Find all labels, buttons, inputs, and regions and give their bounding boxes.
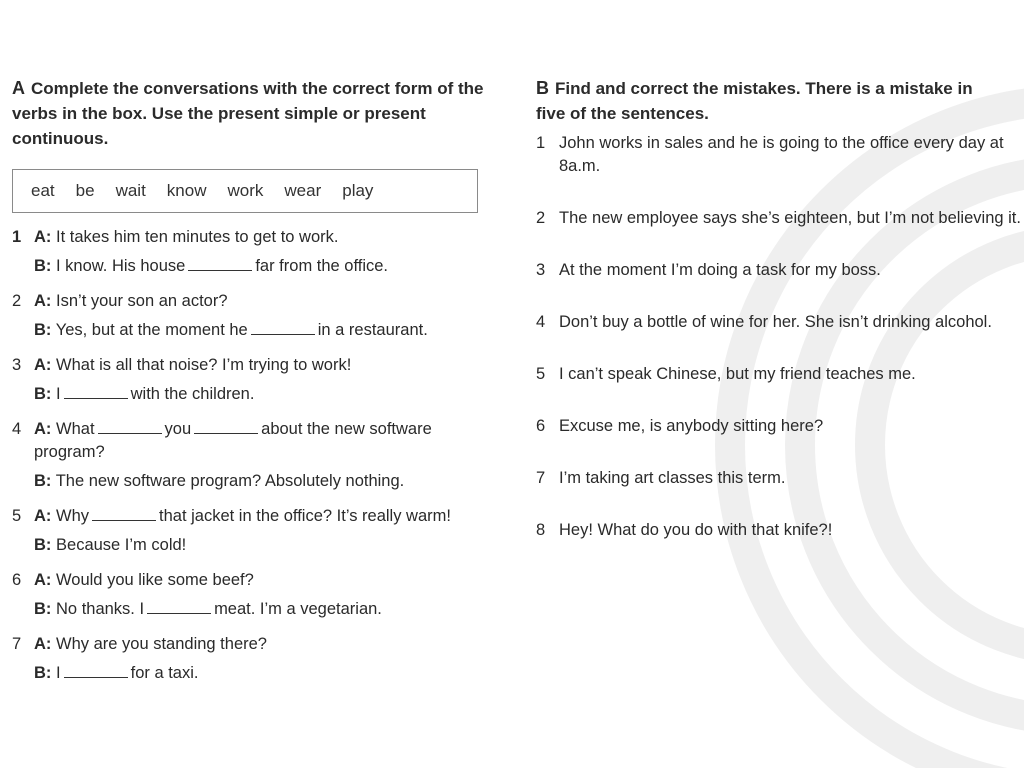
answer-blank[interactable] [194, 418, 258, 434]
text: far from the office. [255, 257, 389, 275]
conversation-1 [12, 226, 502, 278]
line-b [12, 534, 502, 557]
answer-blank[interactable] [98, 418, 162, 434]
line-b [12, 598, 502, 621]
sentence-4 [536, 311, 1021, 334]
speaker-a: A: [34, 356, 52, 374]
line-a [12, 418, 502, 464]
speaker-b: B: [34, 664, 52, 682]
item-number: 4 [536, 313, 546, 331]
answer-blank[interactable] [251, 319, 315, 335]
sentence-text: Don’t buy a bottle of wine for her. She isn’t drinking alcohol. [559, 313, 992, 331]
item-number: 7 [536, 469, 546, 487]
section-b-instruction-line2: five of the sentences. [536, 104, 709, 123]
section-a-letter: A [12, 78, 25, 98]
sentence-2 [536, 207, 1021, 230]
text: you [164, 420, 192, 438]
item-number: 1 [12, 228, 22, 246]
text: about the new software [261, 420, 432, 438]
line-b [12, 383, 502, 406]
text: program? [34, 443, 105, 461]
sentence-text: I can’t speak Chinese, but my friend teaches me. [559, 365, 916, 383]
item-number: 6 [536, 417, 546, 435]
text: The new software program? Absolutely nothing. [55, 472, 405, 490]
answer-blank[interactable] [188, 255, 252, 271]
sentence-6 [536, 415, 1021, 438]
text: No thanks. I [56, 600, 145, 618]
text: Yes, but at the moment he [55, 321, 248, 339]
verb-word-box [12, 169, 478, 213]
line-a [12, 505, 502, 528]
item-number: 5 [12, 507, 22, 525]
text: with the children. [130, 385, 255, 403]
speaker-b: B: [34, 321, 52, 339]
conversation-7 [12, 633, 502, 685]
sentence-8 [536, 519, 1021, 542]
answer-blank[interactable] [92, 505, 156, 521]
item-number: 4 [12, 420, 22, 438]
section-b-heading [536, 76, 1021, 126]
section-b-items [536, 132, 1021, 542]
line-a [12, 354, 502, 377]
text: I [56, 385, 61, 403]
item-number: 2 [12, 292, 22, 310]
item-number: 2 [536, 209, 546, 227]
line-b [12, 470, 502, 493]
text: Because I’m cold! [56, 536, 187, 554]
speaker-a: A: [34, 571, 52, 589]
conversation-6 [12, 569, 502, 621]
speaker-b: B: [34, 385, 52, 403]
item-number: 3 [536, 261, 546, 279]
sentence-5 [536, 363, 1021, 386]
item-number: 1 [536, 134, 546, 152]
word-box-item: play [342, 181, 374, 200]
line-b [12, 662, 502, 685]
answer-blank[interactable] [64, 383, 128, 399]
line-a [12, 226, 502, 249]
word-box-item: be [75, 181, 95, 200]
speaker-a: A: [34, 292, 52, 310]
text: I [56, 664, 61, 682]
item-number: 8 [536, 521, 546, 539]
speaker-a: A: [34, 635, 52, 653]
line-a [12, 633, 502, 656]
speaker-b: B: [34, 536, 52, 554]
item-number: 3 [12, 356, 22, 374]
speaker-b: B: [34, 472, 52, 490]
section-b-instruction-line1: Find and correct the mistakes. There is a mistake in [555, 79, 973, 98]
speaker-a: A: [34, 507, 52, 525]
word-box-item: wear [284, 181, 322, 200]
section-b-letter: B [536, 78, 549, 98]
speaker-b: B: [34, 600, 52, 618]
word-box-item: know [166, 181, 207, 200]
sentence-1 [536, 132, 1021, 178]
sentence-text: At the moment I’m doing a task for my boss. [559, 261, 881, 279]
sentence-text: I’m taking art classes this term. [559, 469, 786, 487]
section-b [536, 76, 1021, 542]
conversation-3 [12, 354, 502, 406]
line-b [12, 255, 502, 278]
item-number: 7 [12, 635, 22, 653]
line-a [12, 290, 502, 313]
sentence-3 [536, 259, 1021, 282]
item-number: 6 [12, 571, 22, 589]
text: Would you like some beef? [56, 571, 254, 589]
word-box-item: eat [31, 181, 55, 200]
speaker-a: A: [34, 228, 52, 246]
speaker-a: A: [34, 420, 52, 438]
item-number: 5 [536, 365, 546, 383]
text: in a restaurant. [317, 321, 428, 339]
section-a [12, 76, 502, 697]
text: What [56, 420, 95, 438]
text: Why are you standing there? [56, 635, 267, 653]
text: What is all that noise? I’m trying to work! [56, 356, 352, 374]
section-a-items [12, 226, 502, 685]
conversation-5 [12, 505, 502, 557]
word-box-item: work [227, 181, 264, 200]
section-a-instruction: Complete the conversations with the correct form of the verbs in the box. Use the present simple or present continuous. [12, 79, 484, 148]
text: for a taxi. [130, 664, 199, 682]
text: I know. His house [56, 257, 186, 275]
text: meat. I’m a vegetarian. [214, 600, 382, 618]
sentence-text: John works in sales and he is going to the office every day at 8a.m. [559, 134, 1004, 175]
text: Isn’t your son an actor? [56, 292, 228, 310]
line-a [12, 569, 502, 592]
conversation-4 [12, 418, 502, 493]
text: that jacket in the office? It’s really warm! [159, 507, 451, 525]
sentence-7 [536, 467, 1021, 490]
sentence-text: Excuse me, is anybody sitting here? [559, 417, 824, 435]
answer-blank[interactable] [147, 598, 211, 614]
text: It takes him ten minutes to get to work. [56, 228, 339, 246]
conversation-2 [12, 290, 502, 342]
word-box-item: wait [115, 181, 146, 200]
sentence-text: The new employee says she’s eighteen, but I’m not believing it. [559, 209, 1021, 227]
section-a-heading [12, 76, 502, 151]
line-b [12, 319, 502, 342]
answer-blank[interactable] [64, 662, 128, 678]
speaker-b: B: [34, 257, 52, 275]
sentence-text: Hey! What do you do with that knife?! [559, 521, 833, 539]
text: Why [56, 507, 90, 525]
